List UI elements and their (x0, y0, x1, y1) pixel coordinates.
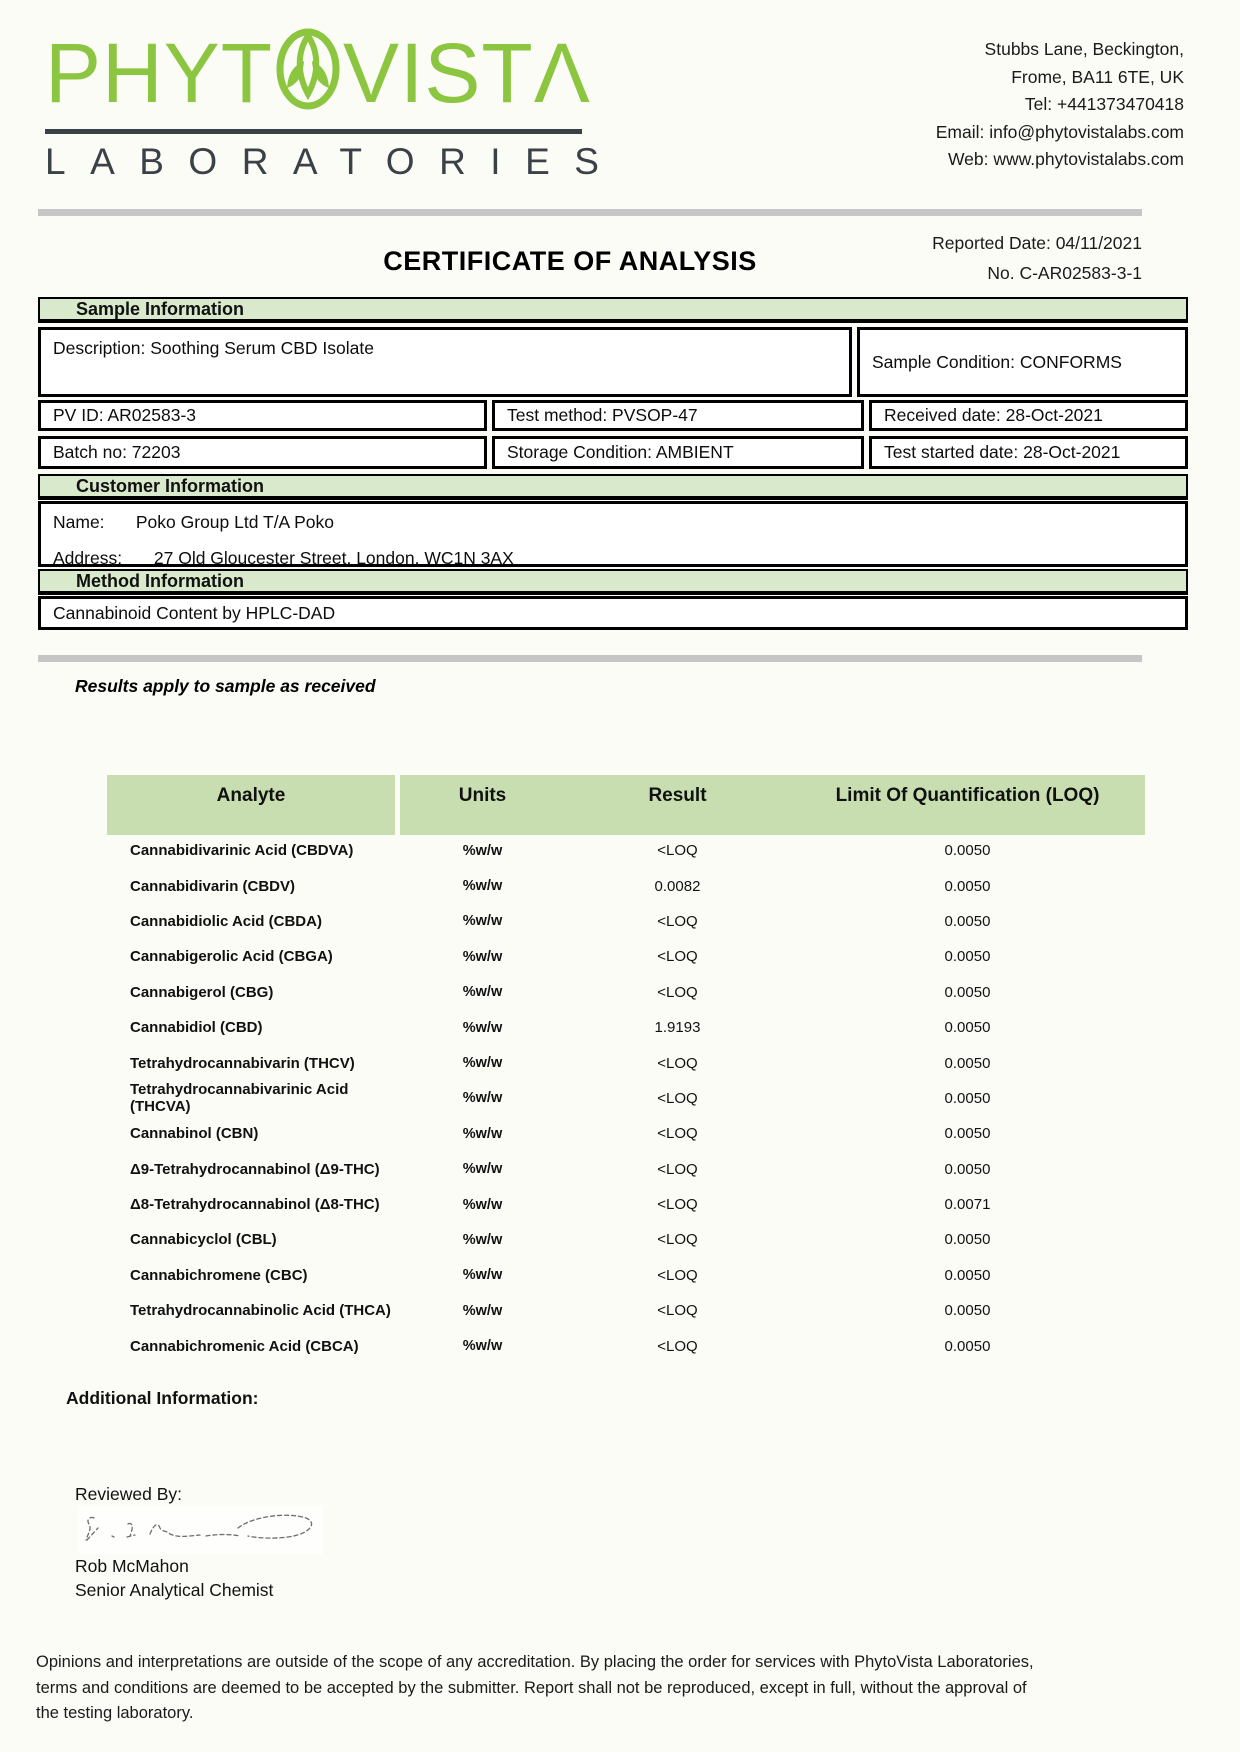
test-method-cell: Test method: PVSOP-47 (492, 400, 864, 431)
cell-units: %w/w (462, 1125, 503, 1142)
cell-result: <LOQ (657, 1337, 698, 1355)
cell-units: %w/w (462, 1196, 503, 1213)
table-row (107, 1293, 1150, 1328)
cell-units: %w/w (462, 878, 503, 895)
table-row (107, 1328, 1150, 1363)
cell-loq: 0.0050 (944, 983, 991, 1001)
cell-loq: 0.0071 (944, 1196, 991, 1214)
table-row (107, 1222, 1150, 1257)
cell-result: <LOQ (657, 1054, 698, 1072)
cell-loq: 0.0050 (944, 948, 991, 966)
cell-result: 0.0082 (654, 877, 701, 895)
table-row (107, 1187, 1150, 1222)
phytovista-logo (45, 22, 624, 183)
header-divider-band (38, 209, 1142, 216)
cell-units: %w/w (462, 1090, 503, 1107)
cell-units: %w/w (462, 1338, 503, 1355)
section-header-method-information (38, 569, 1188, 595)
cell-result: <LOQ (657, 1302, 698, 1320)
contact-tel: Tel: +441373470418 (1024, 94, 1184, 114)
pv-id-cell: PV ID: AR02583-3 (38, 400, 487, 431)
cell-analyte: Cannabidiol (CBD) (130, 1019, 263, 1037)
logo-wordmark (45, 22, 591, 123)
reviewer-title: Senior Analytical Chemist (75, 1580, 274, 1600)
logo-text-part3: Λ (533, 25, 591, 120)
cell-analyte: Cannabichromenic Acid (CBCA) (130, 1337, 359, 1355)
cell-units: %w/w (462, 1302, 503, 1319)
certificate-number: No. C-AR02583-3-1 (987, 263, 1142, 283)
cell-result: <LOQ (657, 983, 698, 1001)
footer-line1: Opinions and interpretations are outside of the scope of any accreditation. By placing the order for services with PhytoVista Laboratories, (36, 1653, 1034, 1671)
test-started-date-cell: Test started date: 28-Oct-2021 (869, 436, 1188, 469)
table-row (107, 904, 1150, 939)
cell-units: %w/w (462, 984, 503, 1001)
cell-analyte: Cannabigerolic Acid (CBGA) (130, 948, 333, 966)
column-header-result: Result (565, 775, 790, 835)
batch-no-cell: Batch no: 72203 (38, 436, 487, 469)
cell-units: %w/w (462, 948, 503, 965)
cell-result: <LOQ (657, 912, 698, 930)
lab-contact-block (936, 36, 1184, 174)
column-header-analyte: Analyte (107, 775, 400, 835)
cell-analyte: Tetrahydrocannabinolic Acid (THCA) (130, 1302, 391, 1320)
table-row (107, 939, 1150, 974)
cell-loq: 0.0050 (944, 842, 991, 860)
cell-loq: 0.0050 (944, 1337, 991, 1355)
contact-address-line2: Frome, BA11 6TE, UK (1011, 66, 1184, 87)
section-title-text: Sample Information (76, 298, 245, 319)
report-meta (932, 228, 1142, 288)
signature-image (78, 1506, 323, 1554)
cell-units: %w/w (462, 1267, 503, 1284)
cell-result: <LOQ (657, 1231, 698, 1249)
cell-analyte: Cannabidivarinic Acid (CBDVA) (130, 842, 354, 860)
cell-loq: 0.0050 (944, 877, 991, 895)
sample-description-cell: Description: Soothing Serum CBD Isolate (38, 327, 852, 397)
customer-name-label: Name: (53, 512, 105, 532)
table-row (107, 1258, 1150, 1293)
cell-units: %w/w (462, 1019, 503, 1036)
cell-result: <LOQ (657, 1196, 698, 1214)
cell-loq: 0.0050 (944, 1125, 991, 1143)
page-title: CERTIFICATE OF ANALYSIS (383, 246, 757, 276)
cell-analyte: Δ9-Tetrahydrocannabinol (Δ9-THC) (130, 1160, 380, 1178)
customer-name-value: Poko Group Ltd T/A Poko (135, 512, 335, 532)
contact-address-line1: Stubbs Lane, Beckington, (984, 39, 1184, 59)
cell-loq: 0.0050 (944, 1266, 991, 1284)
table-row (107, 833, 1150, 868)
contact-web: Web: www.phytovistalabs.com (947, 149, 1184, 169)
cell-loq: 0.0050 (944, 1231, 991, 1249)
additional-information-label: Additional Information: (66, 1388, 259, 1408)
customer-address-label: Address: (53, 548, 123, 568)
footer-line2: terms and conditions are deemed to be accepted by the submitter. Report shall not be reproduced, except in full, without the approval of (36, 1678, 1027, 1697)
column-header-loq: Limit Of Quantification (LOQ) (790, 775, 1145, 835)
cell-result: <LOQ (657, 948, 698, 966)
cell-result: <LOQ (657, 1266, 698, 1284)
section-header-customer-information (38, 474, 1188, 500)
cell-analyte: Cannabigerol (CBG) (130, 983, 274, 1001)
reviewer-name: Rob McMahon (75, 1556, 189, 1576)
table-row (107, 1081, 1150, 1116)
table-row (107, 1152, 1150, 1187)
cell-loq: 0.0050 (944, 1019, 991, 1037)
table-row (107, 1045, 1150, 1080)
cell-result: <LOQ (657, 842, 698, 860)
cell-result: <LOQ (657, 1125, 698, 1143)
customer-info-cell (38, 501, 1188, 567)
leaf-emblem-icon (275, 26, 341, 127)
mid-divider-band (38, 655, 1142, 662)
cell-loq: 0.0050 (944, 1054, 991, 1072)
cell-analyte: Cannabidiolic Acid (CBDA) (130, 912, 322, 930)
table-row (107, 975, 1150, 1010)
cell-result: <LOQ (657, 1089, 698, 1107)
customer-address-value: 27 Old Gloucester Street, London, WC1N 3AX (153, 548, 514, 568)
cell-analyte: Cannabinol (CBN) (130, 1125, 259, 1143)
sample-condition-cell: Sample Condition: CONFORMS (857, 327, 1188, 397)
cell-analyte: Cannabichromene (CBC) (130, 1266, 308, 1284)
cell-analyte: Cannabidivarin (CBDV) (130, 877, 296, 895)
results-note: Results apply to sample as received (75, 676, 376, 696)
table-row (107, 1116, 1150, 1151)
cell-result: 1.9193 (654, 1019, 701, 1037)
cell-loq: 0.0050 (944, 1089, 991, 1107)
cell-units: %w/w (462, 1161, 503, 1178)
cell-loq: 0.0050 (944, 912, 991, 930)
reviewed-by-label: Reviewed By: (75, 1484, 182, 1504)
method-cell: Cannabinoid Content by HPLC-DAD (38, 596, 1188, 630)
cell-analyte: Tetrahydrocannabivarin (THCV) (130, 1054, 355, 1072)
cell-analyte: Tetrahydrocannabivarinic Acid (THCVA) (130, 1081, 349, 1116)
contact-email: Email: info@phytovistalabs.com (935, 121, 1184, 142)
footer-disclaimer (36, 1650, 1206, 1727)
table-row (107, 868, 1150, 903)
logo-subtitle: LABORATORIES (45, 141, 624, 182)
cell-units: %w/w (462, 842, 503, 859)
cell-result: <LOQ (657, 1160, 698, 1178)
storage-condition-cell: Storage Condition: AMBIENT (492, 436, 864, 469)
cell-units: %w/w (462, 1231, 503, 1248)
table-row (107, 1010, 1150, 1045)
section-title-text: Customer Information (76, 475, 265, 496)
cell-loq: 0.0050 (944, 1302, 991, 1320)
section-header-sample-information (38, 297, 1188, 323)
results-table-header (107, 775, 1150, 835)
section-title-text: Method Information (76, 570, 244, 591)
logo-text-part1: PHYT (45, 25, 274, 120)
footer-line3: the testing laboratory. (36, 1704, 194, 1722)
results-table-body (107, 833, 1150, 1364)
cell-loq: 0.0050 (944, 1160, 991, 1178)
logo-divider-line (45, 129, 582, 134)
cell-analyte: Δ8-Tetrahydrocannabinol (Δ8-THC) (130, 1196, 380, 1214)
reported-date: Reported Date: 04/11/2021 (932, 233, 1142, 253)
cell-units: %w/w (462, 1055, 503, 1072)
cell-units: %w/w (462, 913, 503, 930)
logo-text-part2: VIST (343, 25, 534, 120)
cell-analyte: Cannabicyclol (CBL) (130, 1231, 277, 1249)
column-header-units: Units (400, 775, 565, 835)
received-date-cell: Received date: 28-Oct-2021 (869, 400, 1188, 431)
